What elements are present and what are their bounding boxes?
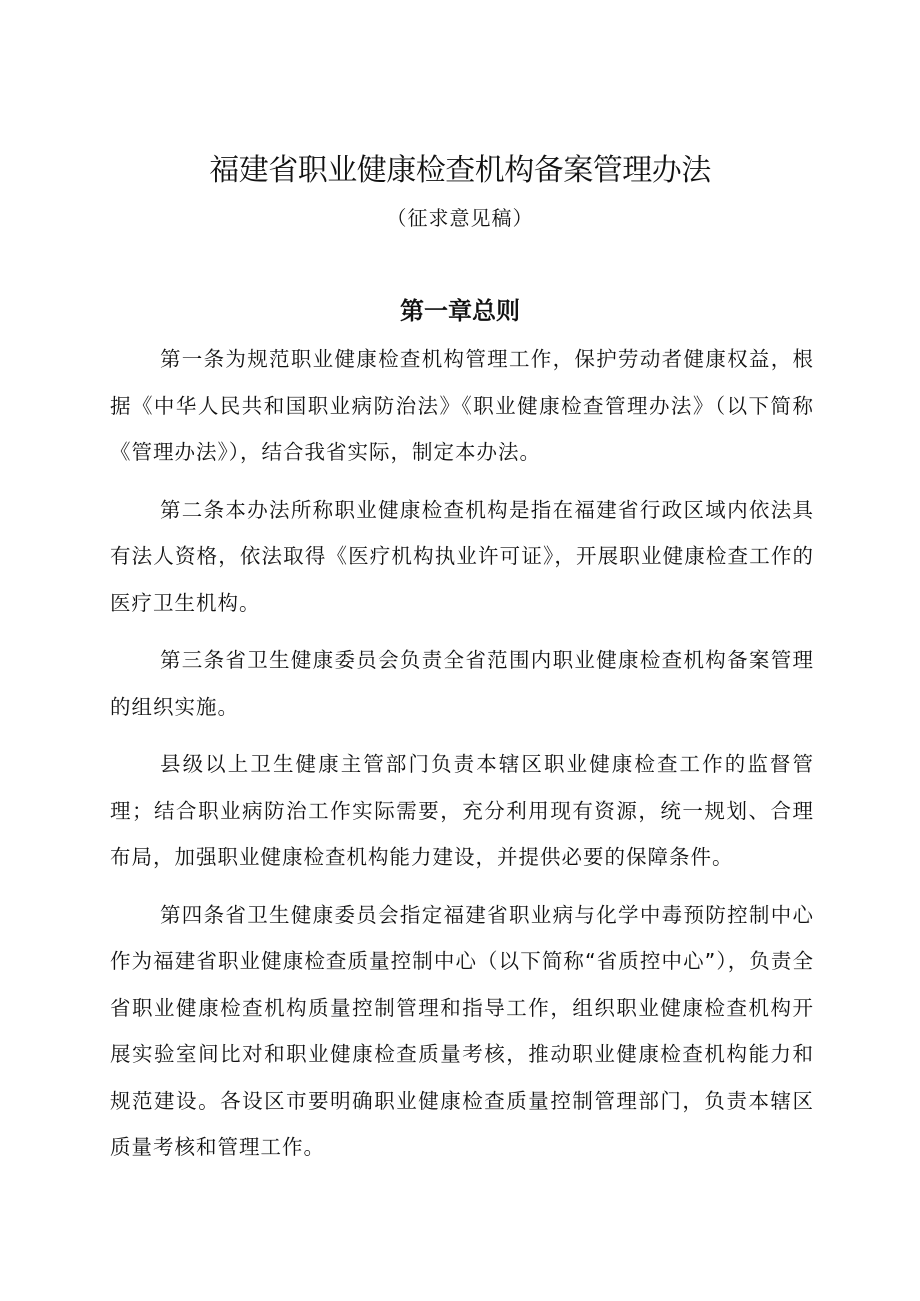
article-1-paragraph: 第一条为规范职业健康检查机构管理工作，保护劳动者健康权益，根据《中华人民共和国职业病防治法》《职业健康检查管理办法》（以下简称《管理办法》），结合我省实际，制定本办法。: [110, 347, 814, 464]
document-title: 福建省职业健康检查机构备案管理办法: [209, 153, 711, 188]
document-subtitle: （征求意见稿）: [386, 206, 534, 230]
article-2-paragraph: 第二条本办法所称职业健康检查机构是指在福建省行政区域内依法具有法人资格，依法取得《医疗机构执业许可证》，开展职业健康检查工作的医疗卫生机构。: [110, 497, 814, 615]
article-3-paragraph: 第三条省卫生健康委员会负责全省范围内职业健康检查机构备案管理的组织实施。: [110, 648, 814, 719]
article-4-paragraph: 第四条省卫生健康委员会指定福建省职业病与化学中毒预防控制中心作为福建省职业健康检查质量控制中心（以下简称“省质控中心”），负责全省职业健康检查机构质量控制管理和指导工作，组织职业健康检查机构开展实验室间比对和职业健康检查质量考核，推动职业健康检查机构能力和规范建设。各设区市要明确职业健康检查质量控制管理部门，负责本辖区质量考核和管理工作。: [110, 902, 814, 1159]
chapter-heading: 第一章总则: [400, 297, 520, 325]
article-3-continuation-paragraph: 县级以上卫生健康主管部门负责本辖区职业健康检查工作的监督管理；结合职业病防治工作实际需要，充分利用现有资源，统一规划、合理布局，加强职业健康检查机构能力建设，并提供必要的保障条件。: [110, 752, 814, 869]
document-body: [110, 336, 814, 1171]
